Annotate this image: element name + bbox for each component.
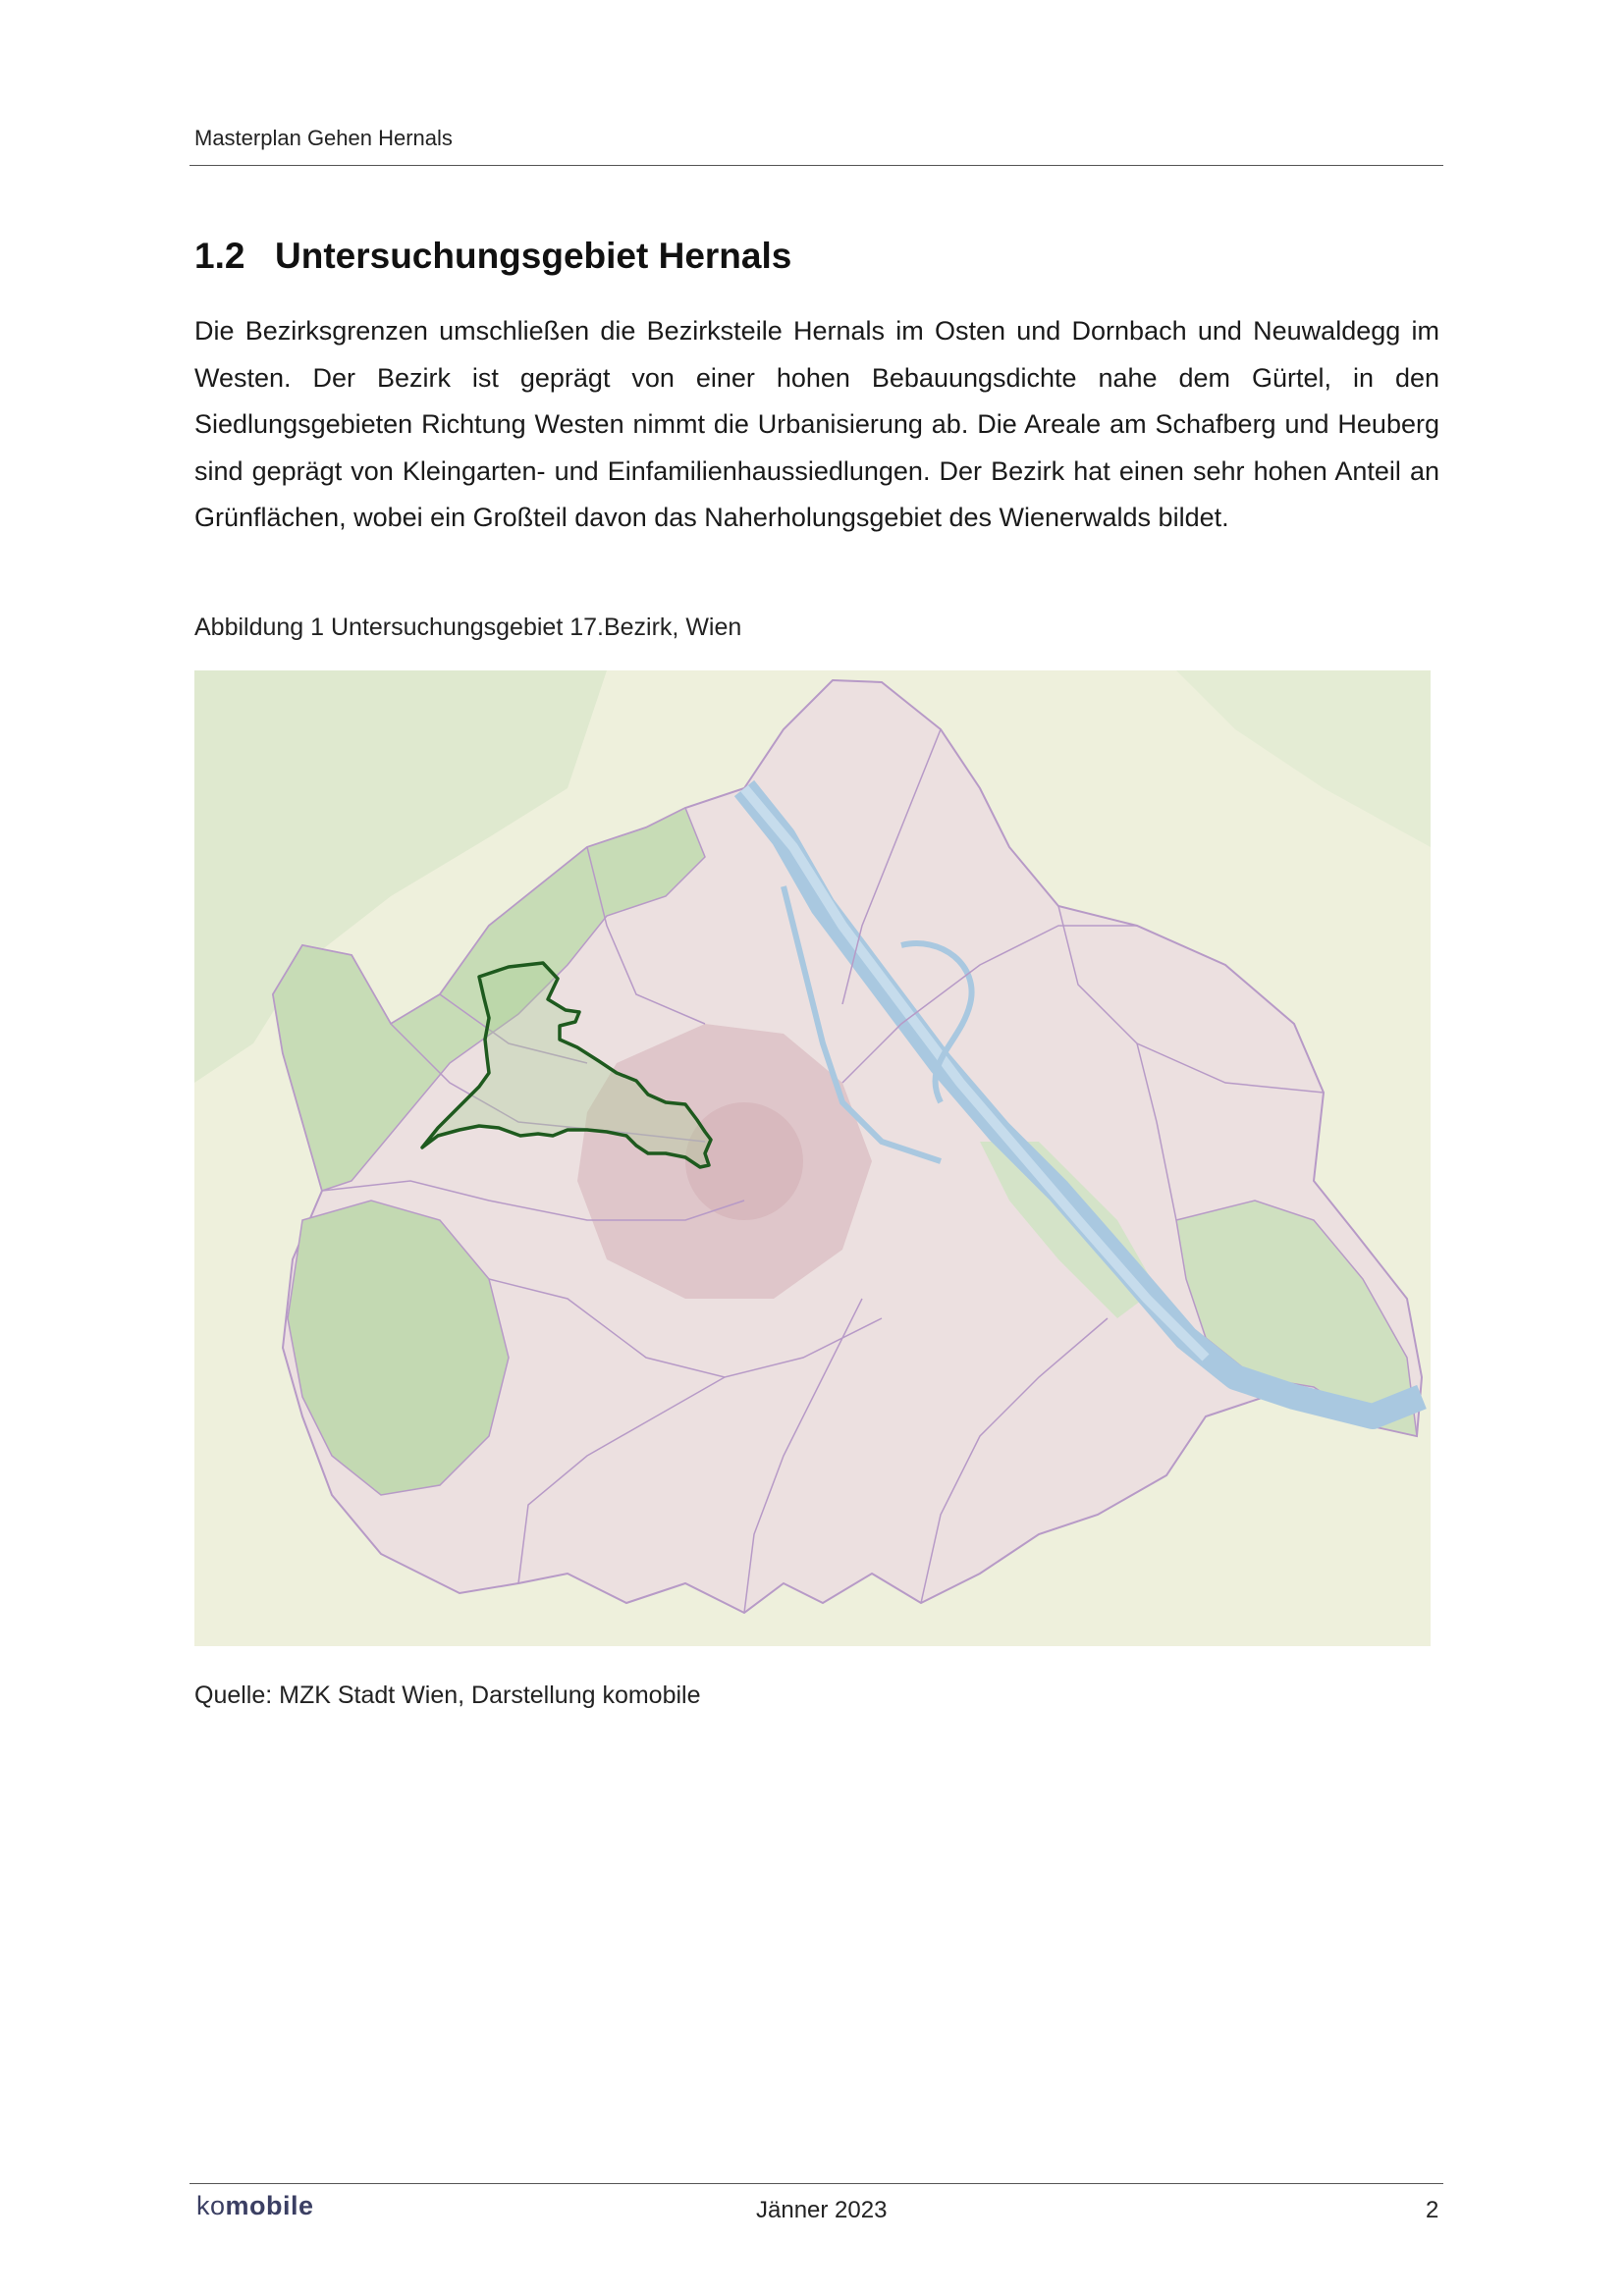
map-graphic (194, 670, 1431, 1646)
figure-source: Quelle: MZK Stadt Wien, Darstellung komobile (194, 1682, 701, 1709)
page-number: 2 (1426, 2197, 1439, 2223)
logo-bold-part: mobile (225, 2191, 314, 2220)
logo-light-part: ko (196, 2191, 226, 2220)
running-header: Masterplan Gehen Hernals (194, 126, 453, 150)
vienna-district-map (194, 670, 1431, 1646)
footer-date: Jänner 2023 (756, 2197, 888, 2223)
header-divider (189, 165, 1443, 166)
section-title: Untersuchungsgebiet Hernals (275, 236, 792, 276)
section-paragraph: Die Bezirksgrenzen umschließen die Bezirksteile Hernals im Osten und Dornbach und Neuwaldegg im Westen. Der Bezirk ist geprägt von einer hohen Bebauungsdichte nahe dem Gürtel, in den Siedlungsgebieten Richtung Westen nimmt die Urbanisierung ab. Die Areale am Schafberg und Heuberg sind geprägt von Kleingarten- und Einfamilienhaussiedlungen. Der Bezirk hat einen sehr hohen Anteil an Grünflächen, wobei ein Großteil davon das Naherholungsgebiet des Wienerwalds bildet. (194, 316, 1439, 532)
footer-divider (189, 2183, 1443, 2184)
section-heading (194, 236, 791, 277)
komobile-logo (196, 2191, 314, 2221)
section-number: 1.2 (194, 236, 245, 276)
figure-caption: Abbildung 1 Untersuchungsgebiet 17.Bezirk, Wien (194, 614, 742, 641)
